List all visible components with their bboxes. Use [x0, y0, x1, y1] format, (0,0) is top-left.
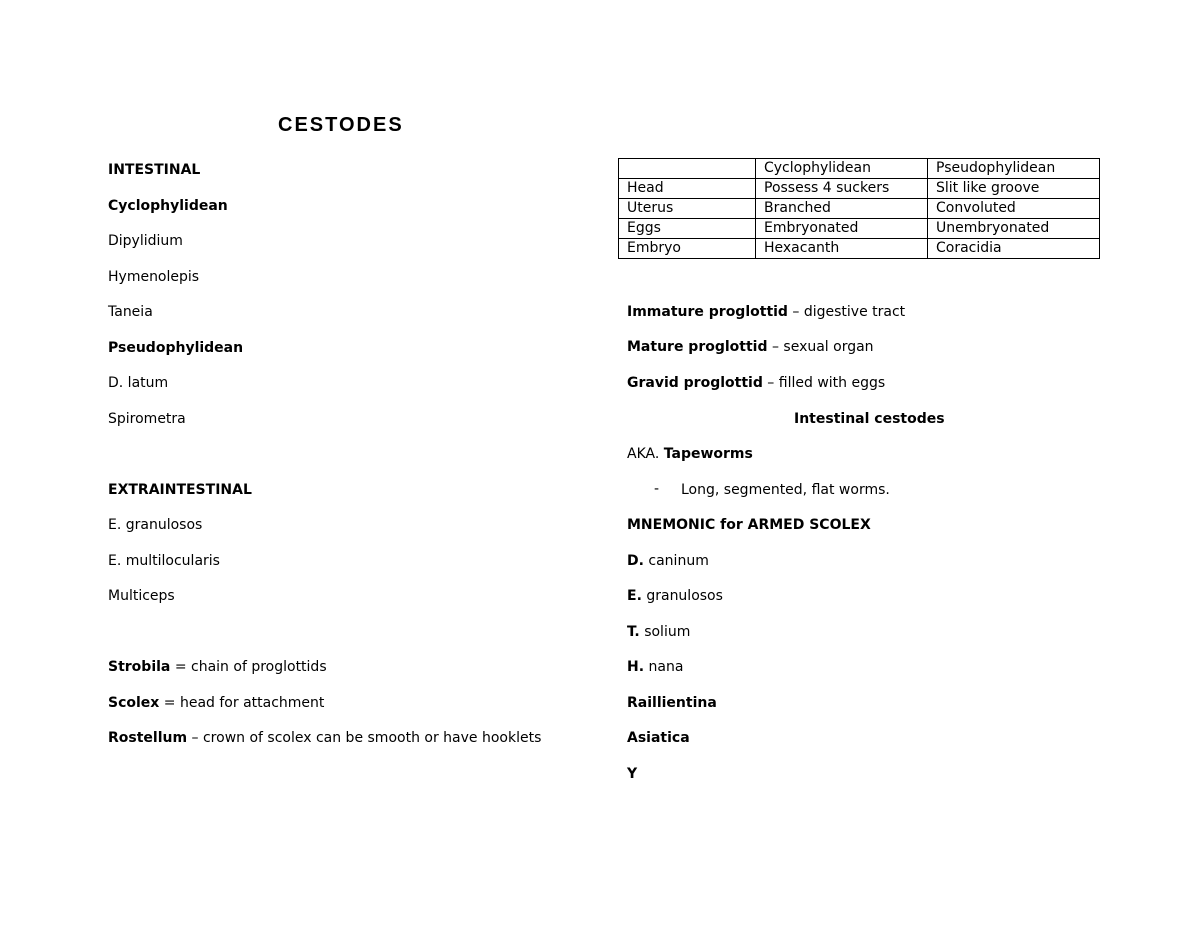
- mnemonic-item: Raillientina: [627, 695, 717, 711]
- page-title: CESTODES: [278, 114, 404, 136]
- table-cell: Hexacanth: [756, 239, 928, 259]
- list-item: Hymenolepis: [108, 269, 200, 285]
- intestinal-cestodes-title: Intestinal cestodes: [794, 411, 945, 427]
- table-cell: Possess 4 suckers: [756, 179, 928, 199]
- table-row: [619, 239, 1100, 259]
- table-cell: Head: [619, 179, 756, 199]
- definition-scolex: Scolex = head for attachment: [108, 695, 325, 711]
- table-row: [619, 199, 1100, 219]
- proglottid-mature: Mature proglottid – sexual organ: [627, 339, 874, 355]
- table-cell: Uterus: [619, 199, 756, 219]
- list-item: Taneia: [108, 304, 153, 320]
- aka-line: AKA. Tapeworms: [627, 446, 753, 462]
- table-cell: Unembryonated: [928, 219, 1100, 239]
- list-item: E. multilocularis: [108, 553, 220, 569]
- intestinal-heading: INTESTINAL: [108, 162, 201, 178]
- table-header-row: [619, 159, 1100, 179]
- list-item: Dipylidium: [108, 233, 183, 249]
- bullet-dash: -: [654, 481, 660, 497]
- list-item: Spirometra: [108, 411, 186, 427]
- table-cell: Convoluted: [928, 199, 1100, 219]
- table-cell: Branched: [756, 199, 928, 219]
- table-cell: Pseudophylidean: [928, 159, 1100, 179]
- list-item: D. latum: [108, 375, 169, 391]
- cyclophylidean-heading: Cyclophylidean: [108, 198, 228, 214]
- proglottid-gravid: Gravid proglottid – filled with eggs: [627, 375, 886, 391]
- proglottid-immature: Immature proglottid – digestive tract: [627, 304, 906, 320]
- mnemonic-item: T. solium: [627, 624, 691, 640]
- table-cell: Coracidia: [928, 239, 1100, 259]
- table-row: [619, 219, 1100, 239]
- mnemonic-heading: MNEMONIC for ARMED SCOLEX: [627, 517, 871, 533]
- definition-rostellum: Rostellum – crown of scolex can be smooth or have hooklets: [108, 730, 542, 746]
- mnemonic-item: D. caninum: [627, 553, 709, 569]
- extraintestinal-heading: EXTRAINTESTINAL: [108, 482, 252, 498]
- table-cell: Embryonated: [756, 219, 928, 239]
- table-cell: Cyclophylidean: [756, 159, 928, 179]
- list-item: Multiceps: [108, 588, 175, 604]
- comparison-table: [618, 158, 1100, 259]
- mnemonic-item: E. granulosos: [627, 588, 723, 604]
- mnemonic-item: H. nana: [627, 659, 684, 675]
- mnemonic-item: Y: [627, 766, 638, 782]
- table-cell: Embryo: [619, 239, 756, 259]
- table-cell: Eggs: [619, 219, 756, 239]
- list-item: E. granulosos: [108, 517, 203, 533]
- mnemonic-item: Asiatica: [627, 730, 690, 746]
- pseudophylidean-heading: Pseudophylidean: [108, 340, 244, 356]
- table-cell: Slit like groove: [928, 179, 1100, 199]
- table-cell: [619, 159, 756, 179]
- table-row: [619, 179, 1100, 199]
- definition-strobila: Strobila = chain of proglottids: [108, 659, 327, 675]
- bullet-text: Long, segmented, flat worms.: [681, 482, 890, 498]
